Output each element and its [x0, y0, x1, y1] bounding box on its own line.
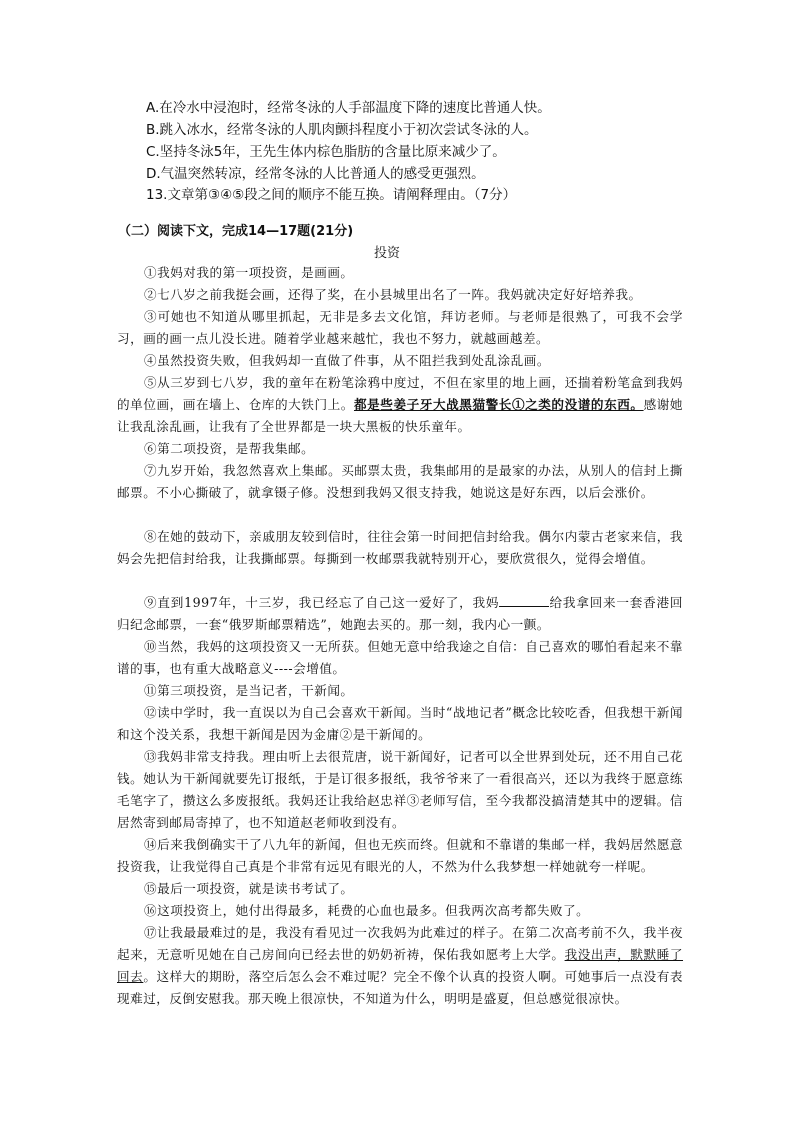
paragraph-1: ①我妈对我的第一项投资，是画画。: [144, 265, 354, 280]
paragraph-12: ⑫读中学时，我一直误以为自己会喜欢干新闻。当时“战地记者”概念比较吃香，但我想干新闻和这个没关系，我想干新闻是因为金庸②是干新闻的。: [117, 705, 683, 742]
paragraph-10: ⑩当然，我妈的这项投资又一无所获。但她无意中给我途之自信：自己喜欢的哪怕看起来不靠谱的事，也有重大战略意义----会增值。: [117, 639, 683, 676]
paragraph-5-end: 感谢她让我乱涂乱画，让我有了全世界都是一块大黑板的快乐童年。: [117, 397, 684, 434]
paragraph-17: [117, 922, 683, 1010]
paragraph-17-end: 。这样大的期盼，落空后怎么会不难过呢？完全不像个认真的投资人啊。可她事后一点没有表现难过，反倒安慰我。那天晚上很凉快，不知道为什么，明明是盛夏，但总感觉很凉快。: [117, 969, 684, 1006]
option-b: B.跳入冰水，经常冬泳的人肌肉颤抖程度小于初次尝试冬泳的人。: [146, 122, 538, 138]
paragraph-7: ⑦九岁开始，我忽然喜欢上集邮。买邮票太贵，我集邮用的是最家的办法，从别人的信封上撕邮票。不小心撕破了，就拿镊子修。没想到我妈又很支持我，她说这是好东西，以后会涨价。: [117, 463, 683, 500]
paragraph-9-end: 给我拿回来一套香港回归纪念邮票，一套“俄罗斯邮票精选”，她跑去买的。那一刻，我内心一颤。: [117, 595, 683, 632]
paragraph-16: ⑯这项投资上，她付出得最多，耗费的心血也最多。但我两次高考都失败了。: [144, 903, 590, 918]
paragraph-5: [117, 372, 683, 438]
question-13: 13.文章第③④⑤段之间的顺序不能互换。请阐释理由。（7分）: [146, 187, 517, 203]
paragraph-4: ④虽然投资失败，但我妈却一直做了件事，从不阻拦我到处乱涂乱画。: [144, 353, 550, 368]
option-c: C.坚持冬泳5年，王先生体内棕色脂肪的含量比原来减少了。: [146, 144, 506, 160]
paragraph-8: ⑧在她的鼓动下，亲戚朋友较到信时，往往会第一时间把信封给我。偶尔内蒙古老家来信，我妈会先把信封给我，让我撕邮票。每撕到一枚邮票我就特别开心，要欣赏很久，觉得会增值。: [117, 529, 683, 566]
paragraph-17-underlined: 我没出声，默默睡了回去: [117, 947, 684, 984]
paragraph-11: ⑪第三项投资，是当记者，干新闻。: [144, 683, 354, 698]
paragraph-2: ②七八岁之前我挺会画，还得了奖，在小县城里出名了一阵。我妈就决定好好培养我。: [144, 287, 642, 302]
paragraph-5-underlined: 都是些姜子牙大战黑猫警长①之类的没谱的东西。: [353, 397, 644, 412]
paragraph-9: [117, 592, 683, 636]
section-heading: （二）阅读下文，完成14—17题(21分): [118, 224, 354, 239]
option-a: A.在冷水中浸泡时，经常冬泳的人手部温度下降的速度比普通人快。: [146, 100, 551, 116]
paragraph-13: ⑬我妈非常支持我。理由听上去很荒唐，说干新闻好，记者可以全世界到处玩，还不用自己花钱。她认为干新闻就要先订报纸，于是订很多报纸，我爷爷来了一看很高兴，还以为我终于愿意练毛笔字了，攒这么多废报纸。我妈还让我给赵忠祥③老师写信，至今我都没搞清楚其中的逻辑。信居然寄到邮局寄掉了，也不知道赵老师收到没有。: [117, 749, 683, 830]
option-d: D.气温突然转凉，经常冬泳的人比普通人的感受更强烈。: [146, 166, 485, 182]
paragraph-5-start: ⑤从三岁到七八岁，我的童年在粉笔涂鸦中度过，不但在家里的地上画，还揣着粉笔盒到我妈的单位画，画在墙上、仓库的大铁门上。: [117, 375, 683, 412]
article-title: 投资: [374, 246, 401, 261]
fill-in-blank[interactable]: [499, 594, 549, 607]
paragraph-3: ③可她也不知道从哪里抓起，无非是多去文化馆，拜访老师。与老师是很熟了，可我不会学习，画的画一点儿没长进。随着学业越来越忙，我也不努力，就越画越差。: [117, 309, 683, 346]
paragraph-14: ⑭后来我倒确实干了八九年的新闻，但也无疾而终。但就和不靠谱的集邮一样，我妈居然愿意投资我，让我觉得自己真是个非常有远见有眼光的人，不然为什么我梦想一样她就夸一样呢。: [117, 837, 683, 874]
paragraph-6: ⑥第二项投资，是帮我集邮。: [144, 441, 315, 456]
paragraph-15: ⑮最后一项投资，就是读书考试了。: [144, 881, 354, 896]
paragraph-17-start: ⑰让我最最难过的是，我没有看见过一次我妈为此难过的样子。在第二次高考前不久，我半夜起来，无意听见她在自己房间向已经去世的奶奶祈祷，保佑我如愿考上大学。: [117, 925, 683, 962]
paragraph-9-start: ⑨直到1997年，十三岁，我已经忘了自己这一爱好了，我妈: [144, 595, 500, 610]
